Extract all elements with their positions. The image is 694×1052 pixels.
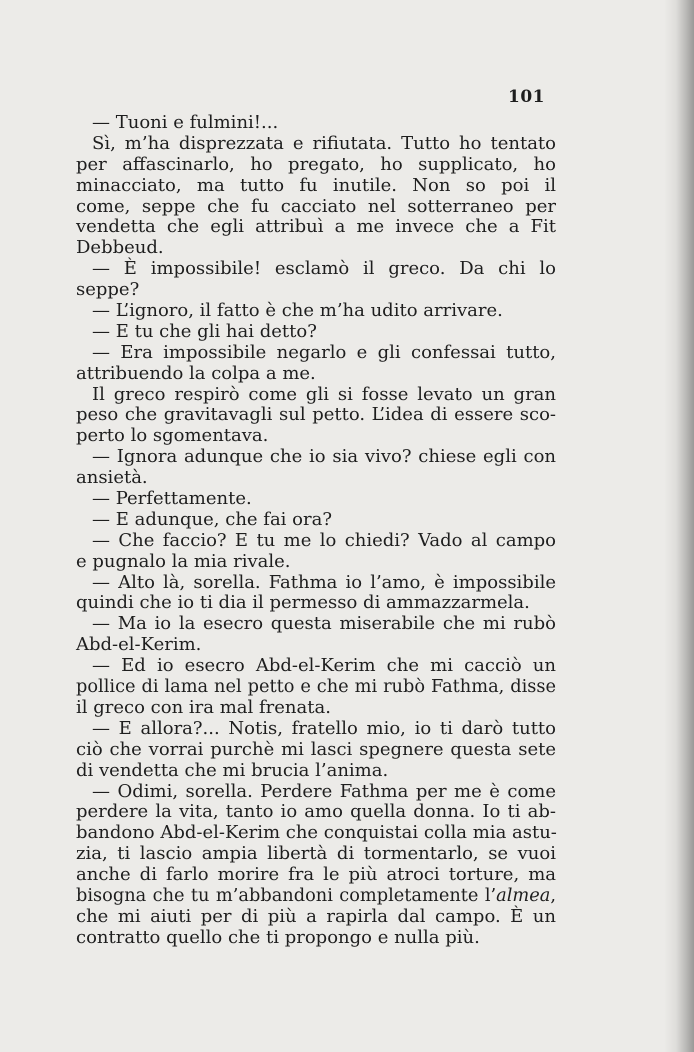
text-line: vendetta che egli attribuì a me invece che a Fit bbox=[76, 216, 556, 238]
text-line: quindi che io ti dia il permesso di ammazzarmela. bbox=[76, 592, 530, 614]
text-line: perto lo sgomentava. bbox=[76, 425, 269, 447]
text-line: anche di farlo morire fra le più atroci torture, ma bbox=[76, 864, 556, 886]
text-line: Sì, m’ha disprezzata e rifiutata. Tutto ho tentato bbox=[92, 132, 556, 154]
text-line: per affascinarlo, ho pregato, ho supplicato, ho bbox=[76, 153, 556, 175]
text-line: — Perfettamente. bbox=[92, 488, 252, 510]
text-line: Il greco respirò come gli si fosse levato un gran bbox=[92, 383, 556, 405]
page-number: 101 bbox=[508, 87, 545, 107]
text-line: — È impossibile! esclamò il greco. Da chi lo bbox=[92, 258, 556, 280]
text-line: bandono Abd-el-Kerim che conquistai colla mia astu- bbox=[76, 822, 557, 844]
italic-word: almea bbox=[496, 885, 551, 906]
page-body-text bbox=[76, 113, 556, 949]
text-line: che mi aiuti per di più a rapirla dal campo. È un bbox=[76, 905, 556, 927]
text-line: — E allora?... Notis, fratello mio, io ti darò tutto bbox=[92, 717, 556, 739]
text-line: — E adunque, che fai ora? bbox=[92, 508, 332, 530]
text-line: come, seppe che fu cacciato nel sotterraneo per bbox=[76, 195, 556, 217]
text-line: pollice di lama nel petto e che mi rubò Fathma, disse bbox=[76, 677, 556, 698]
text-line: — Che faccio? E tu me lo chiedi? Vado al campo bbox=[92, 529, 556, 551]
text-line: di vendetta che mi brucia l’anima. bbox=[76, 759, 389, 781]
text-line: — Alto là, sorella. Fathma io l’amo, è impossibile bbox=[92, 571, 556, 593]
text-line: ciò che vorrai purchè mi lasci spegnere questa sete bbox=[76, 738, 556, 760]
text-line: ansietà. bbox=[76, 467, 148, 489]
text-line: contratto quello che ti propongo e nulla più. bbox=[76, 926, 480, 948]
text-line: — L’ignoro, il fatto è che m’ha udito arrivare. bbox=[92, 300, 503, 322]
text-line: attribuendo la colpa a me. bbox=[76, 362, 316, 384]
text-line: zia, ti lascio ampia libertà di tormentarlo, se vuoi bbox=[76, 843, 556, 865]
text-line: — Odimi, sorella. Perdere Fathma per me è come bbox=[92, 780, 556, 802]
text-line: bisogna che tu m’abbandoni completamente l’almea, bbox=[76, 885, 556, 906]
text-line: Debbeud. bbox=[76, 237, 164, 259]
text-line: perdere la vita, tanto io amo quella donna. Io ti ab- bbox=[76, 801, 556, 823]
text-line: minacciato, ma tutto fu inutile. Non so poi il bbox=[76, 174, 556, 196]
text-line: — Ed io esecro Abd-el-Kerim che mi cacciò un bbox=[92, 655, 556, 677]
text-line: — Ignora adunque che io sia vivo? chiese egli con bbox=[92, 446, 556, 468]
text-line: il greco con ira mal frenata. bbox=[76, 696, 331, 718]
text-line: — E tu che gli hai detto? bbox=[92, 320, 317, 342]
text-line: — Tuoni e fulmini!... bbox=[92, 112, 279, 133]
page-gutter-shadow bbox=[664, 0, 694, 1052]
text-line: e pugnalo la mia rivale. bbox=[76, 550, 291, 572]
text-line: — Ma io la esecro questa miserabile che mi rubò bbox=[92, 613, 556, 635]
text-line: seppe? bbox=[76, 279, 140, 301]
text-line: — Era impossibile negarlo e gli confessai tutto, bbox=[92, 341, 556, 363]
text-line: peso che gravitavagli sul petto. L’idea di essere sco- bbox=[76, 404, 556, 426]
text-line: Abd-el-Kerim. bbox=[76, 634, 202, 656]
